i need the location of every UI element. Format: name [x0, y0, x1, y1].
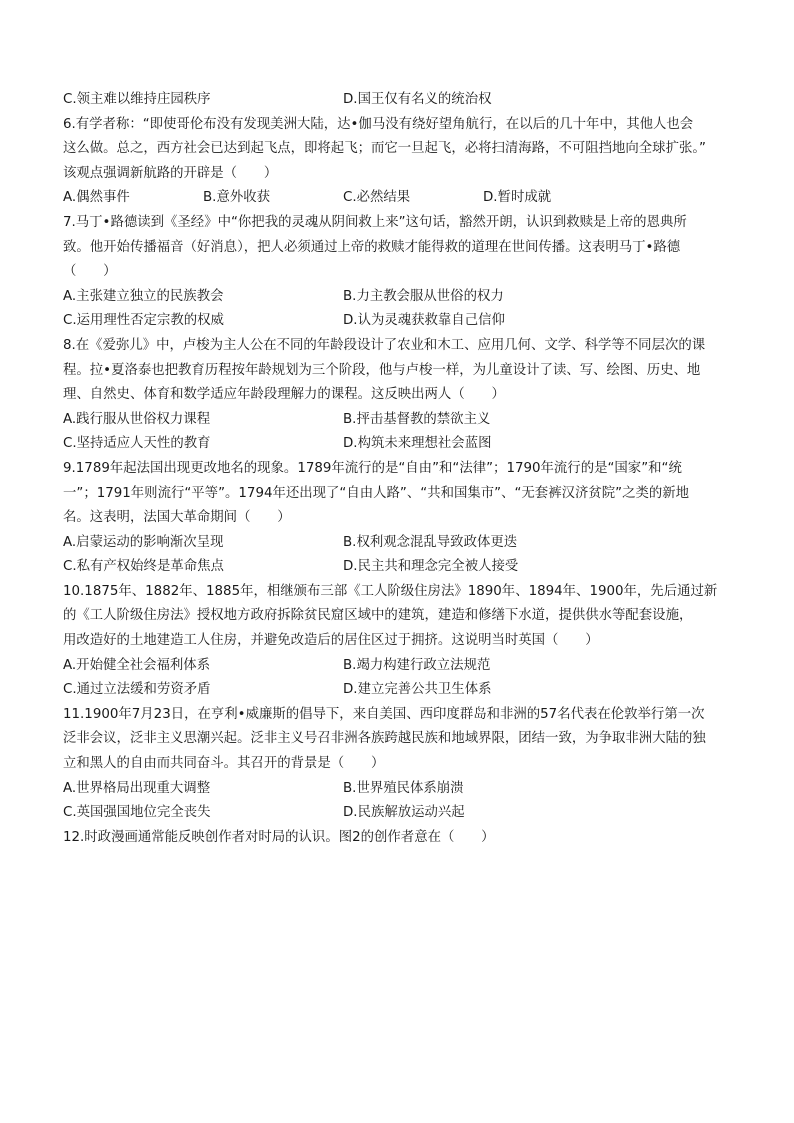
q7-stem-line: 致。他开始传播福音（好消息），把人必须通过上帝的救赎才能得救的道理在世间传播。这表明马丁•路德 — [63, 239, 681, 255]
q10-option-a: A.开始健全社会福利体系 — [63, 657, 211, 673]
q11-stem-line: 泛非会议，泛非主义思潮兴起。泛非主义号召非洲各族跨越民族和地域界限，团结一致，为争取非洲大陆的独 — [63, 731, 706, 747]
q10-stem-line: 用改造好的土地建造工人住房，并避免改造后的居住区过于拥挤。这说明当时英国（ ） — [63, 633, 599, 649]
q5-option-d: D.国王仅有名义的统治权 — [343, 92, 492, 107]
q10-stem-line: 10.1875年、1882年、1885年，相继颁布三部《工人阶级住房法》1890年、1894年、1900年，先后通过新 — [63, 583, 718, 599]
q7-stem-line: 7.马丁•路德读到《圣经》中“你把我的灵魂从阴间救上来”这句话，豁然开朗，认识到救赎是上帝的恩典所 — [63, 214, 687, 230]
q8-option-b: B.抨击基督教的禁欲主义 — [343, 411, 491, 427]
q9-option-b: B.权利观念混乱导致政体更迭 — [343, 534, 518, 550]
q11-stem-line: 立和黑人的自由而共同奋斗。其召开的背景是（ ） — [63, 756, 385, 772]
q6-stem-line: 该观点强调新航路的开辟是（ ） — [63, 165, 278, 181]
q9-stem-line: 一”；1791年则流行“平等”。1794年还出现了“自由人路”、“共和国集市”、“无套裤汉济贫院”之类的新地 — [63, 485, 690, 501]
q8-option-d: D.构筑未来理想社会蓝图 — [343, 436, 492, 452]
q6-stem-line: 6.有学者称：“即使哥伦布没有发现美洲大陆，达•伽马没有绕好望角航行，在以后的几十年中，其他人也会 — [63, 116, 694, 132]
q10-options-row — [63, 654, 743, 679]
q8-options-row — [63, 432, 743, 457]
q6-option-d: D.暂时成就 — [483, 190, 552, 206]
q11-options-row — [63, 801, 743, 826]
q8-stem-line: 理、自然史、体育和数学适应年龄段理解力的课程。这反映出两人（ ） — [63, 387, 505, 403]
question-7 — [63, 211, 743, 334]
q8-option-c: C.坚持适应人天性的教育 — [63, 436, 211, 452]
q9-stem-line: 名。这表明，法国大革命期间（ ） — [63, 510, 291, 526]
q11-option-d: D.民族解放运动兴起 — [343, 805, 465, 821]
q9-option-a: A.启蒙运动的影响渐次呈现 — [63, 534, 224, 550]
q6-option-b: B.意外收获 — [203, 190, 271, 206]
q8-option-a: A.践行服从世俗权力课程 — [63, 411, 211, 427]
q7-option-b: B.力主教会服从世俗的权力 — [343, 288, 504, 304]
exam-page — [63, 88, 743, 850]
q6-stem-line: 这么做。总之，西方社会已达到起飞点，即将起飞；而它一旦起飞，必将扫清海路，不可阻挡地向全球扩张。” — [63, 141, 706, 157]
q11-option-a: A.世界格局出现重大调整 — [63, 780, 211, 796]
q6-options-row — [63, 186, 743, 211]
q9-option-c: C.私有产权始终是革命焦点 — [63, 559, 224, 575]
q7-options-row — [63, 309, 743, 334]
q11-option-c: C.英国强国地位完全丧失 — [63, 805, 211, 821]
question-6 — [63, 113, 743, 211]
q10-stem-line: 的《工人阶级住房法》授权地方政府拆除贫民窟区域中的建筑，建造和修缮下水道，提供供水等配套设施， — [63, 608, 693, 624]
q7-option-c: C.运用理性否定宗教的权威 — [63, 313, 224, 329]
q8-stem-line: 程。拉•夏洛泰也把教育历程按年龄规划为三个阶段，他与卢梭一样，为儿童设计了读、写、绘图、历史、地 — [63, 362, 701, 378]
q9-stem-line: 9.1789年起法国出现更改地名的现象。1789年流行的是“自由”和“法律”；1790年流行的是“国家”和“统 — [63, 460, 682, 476]
q6-option-a: A.偶然事件 — [63, 190, 130, 206]
question-12 — [63, 826, 743, 851]
q5-options-row — [63, 88, 743, 113]
q10-option-c: C.通过立法缓和劳资矛盾 — [63, 682, 211, 698]
q9-options-row — [63, 531, 743, 556]
question-8 — [63, 334, 743, 457]
question-11 — [63, 703, 743, 826]
q9-options-row — [63, 555, 743, 580]
q8-stem-line: 8.在《爱弥儿》中，卢梭为主人公在不同的年龄段设计了农业和木工、应用几何、文学、科学等不同层次的课 — [63, 337, 706, 353]
q8-options-row — [63, 408, 743, 433]
q11-options-row — [63, 777, 743, 802]
question-10 — [63, 580, 743, 703]
q11-option-b: B.世界殖民体系崩溃 — [343, 780, 464, 796]
q7-options-row — [63, 285, 743, 310]
q10-options-row — [63, 678, 743, 703]
q6-option-c: C.必然结果 — [343, 190, 411, 206]
q7-option-a: A.主张建立独立的民族教会 — [63, 288, 224, 304]
q5-option-c: C.领主难以维持庄园秩序 — [63, 92, 211, 107]
q7-option-d: D.认为灵魂获救靠自己信仰 — [343, 313, 505, 329]
q7-stem-line: （ ） — [63, 264, 117, 280]
q12-stem-line: 12.时政漫画通常能反映创作者对时局的认识。图2的创作者意在（ ） — [63, 829, 495, 845]
q11-stem-line: 11.1900年7月23日，在亨利•威廉斯的倡导下，来自美国、西印度群岛和非洲的57名代表在伦敦举行第一次 — [63, 706, 705, 722]
q10-option-b: B.竭力构建行政立法规范 — [343, 657, 491, 673]
q9-option-d: D.民主共和理念完全被人接受 — [343, 559, 519, 575]
q10-option-d: D.建立完善公共卫生体系 — [343, 682, 492, 698]
question-9 — [63, 457, 743, 580]
